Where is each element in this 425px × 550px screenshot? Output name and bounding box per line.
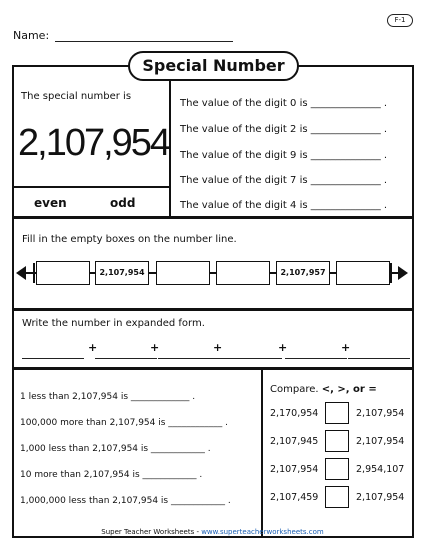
number-line-tick bbox=[390, 263, 392, 283]
compare-title-text: Compare. bbox=[270, 384, 319, 395]
number-line-instruction: Fill in the empty boxes on the number line. bbox=[22, 234, 237, 245]
number-line-box: 2,107,957 bbox=[276, 261, 330, 285]
digit-question[interactable]: The value of the digit 4 is ______________ . bbox=[180, 200, 388, 211]
plus-sign: + bbox=[150, 341, 160, 354]
expanded-blank[interactable] bbox=[348, 358, 410, 359]
plus-sign: + bbox=[341, 341, 351, 354]
compare-symbols: <, >, or = bbox=[321, 384, 377, 395]
bottom-divider bbox=[261, 369, 263, 537]
digit-question[interactable]: The value of the digit 2 is ______________ . bbox=[180, 124, 388, 135]
footer bbox=[0, 528, 425, 536]
compare-left-value: 2,170,954 bbox=[270, 408, 319, 419]
number-line-box[interactable] bbox=[336, 261, 390, 285]
number-question[interactable]: 1,000 less than 2,107,954 is ____________ . bbox=[20, 444, 211, 454]
expanded-blank[interactable] bbox=[285, 358, 347, 359]
number-line-box[interactable] bbox=[216, 261, 270, 285]
name-row bbox=[13, 29, 233, 42]
number-question[interactable]: 1,000,000 less than 2,107,954 is ____________ . bbox=[20, 496, 231, 506]
compare-right-value: 2,107,954 bbox=[356, 436, 405, 447]
plus-sign: + bbox=[278, 341, 288, 354]
top-divider bbox=[169, 81, 171, 217]
odd-option[interactable]: odd bbox=[110, 196, 136, 210]
number-question[interactable]: 10 more than 2,107,954 is ____________ . bbox=[20, 470, 203, 480]
even-odd-divider bbox=[12, 186, 170, 188]
digit-question[interactable]: The value of the digit 7 is ______________ . bbox=[180, 175, 388, 186]
compare-answer-box[interactable] bbox=[325, 430, 349, 452]
page-title: Special Number bbox=[128, 51, 299, 81]
compare-title bbox=[270, 384, 377, 395]
special-number: 2,107,954 bbox=[18, 122, 170, 164]
digit-question[interactable]: The value of the digit 9 is ______________ . bbox=[180, 150, 388, 161]
plus-sign: + bbox=[213, 341, 223, 354]
compare-answer-box[interactable] bbox=[325, 458, 349, 480]
compare-left-value: 2,107,945 bbox=[270, 436, 319, 447]
expanded-blank[interactable] bbox=[22, 358, 84, 359]
digit-question[interactable]: The value of the digit 0 is ______________ . bbox=[180, 98, 388, 109]
number-question[interactable]: 100,000 more than 2,107,954 is ____________ . bbox=[20, 418, 229, 428]
arrow-right-icon bbox=[398, 266, 408, 280]
number-line-box: 2,107,954 bbox=[95, 261, 149, 285]
compare-right-value: 2,954,107 bbox=[356, 464, 405, 475]
name-blank[interactable] bbox=[55, 30, 233, 42]
compare-answer-box[interactable] bbox=[325, 402, 349, 424]
arrow-left-icon bbox=[16, 266, 26, 280]
number-line-box[interactable] bbox=[156, 261, 210, 285]
compare-right-value: 2,107,954 bbox=[356, 408, 405, 419]
plus-sign: + bbox=[88, 341, 98, 354]
number-line-tick bbox=[33, 263, 35, 283]
worksheet-code-badge: F-1 bbox=[387, 14, 413, 27]
footer-link[interactable]: www.superteacherworksheets.com bbox=[201, 528, 324, 536]
special-number-label: The special number is bbox=[21, 91, 132, 102]
compare-left-value: 2,107,954 bbox=[270, 464, 319, 475]
number-question[interactable]: 1 less than 2,107,954 is _____________ . bbox=[20, 392, 196, 402]
even-option[interactable]: even bbox=[34, 196, 67, 210]
expanded-blank[interactable] bbox=[95, 358, 157, 359]
expanded-blank[interactable] bbox=[220, 358, 282, 359]
compare-right-value: 2,107,954 bbox=[356, 492, 405, 503]
name-label: Name: bbox=[13, 29, 50, 42]
compare-answer-box[interactable] bbox=[325, 486, 349, 508]
number-line-box[interactable] bbox=[36, 261, 90, 285]
expanded-form-instruction: Write the number in expanded form. bbox=[22, 318, 205, 329]
footer-text: Super Teacher Worksheets - bbox=[101, 528, 202, 536]
expanded-blank[interactable] bbox=[158, 358, 220, 359]
compare-left-value: 2,107,459 bbox=[270, 492, 319, 503]
